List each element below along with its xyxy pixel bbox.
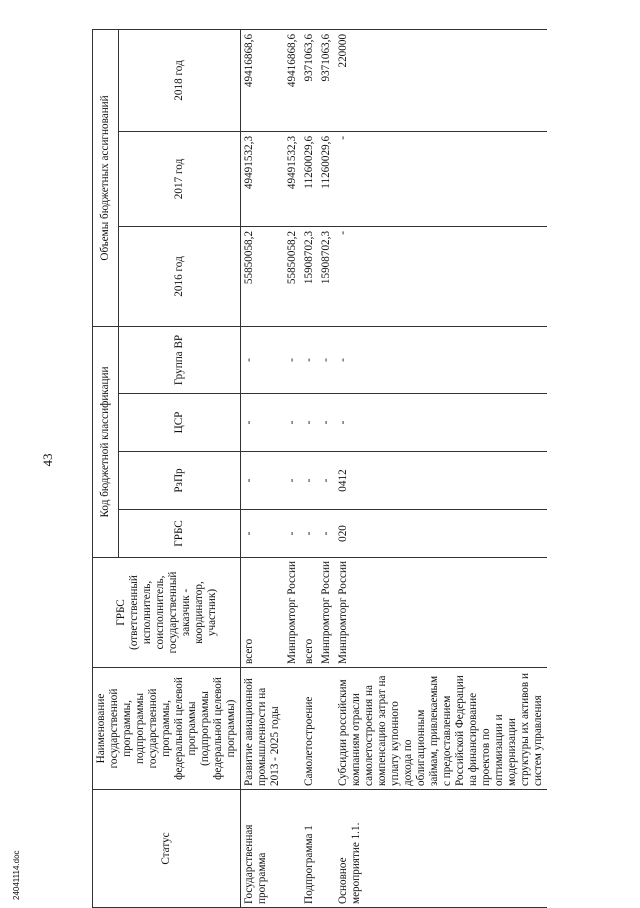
cell-status: Основное мероприятие 1.1.: [335, 790, 547, 908]
cell-csr: -: [335, 394, 547, 452]
cell-csr: -: [301, 394, 318, 452]
header-year-2018: 2018 год: [118, 29, 240, 131]
header-name: Наименование государственной программы, подпрограммы государственной программы, федеральной целевой программы (подпрограммы федеральной целевой программы): [93, 668, 241, 790]
cell-vr: -: [284, 326, 301, 393]
table-row: [284, 29, 301, 907]
cell-2017: 11260029,6: [318, 131, 335, 226]
table-row: [335, 29, 547, 907]
cell-rzpr: -: [284, 452, 301, 510]
cell-2018: 9371063,6: [301, 29, 318, 131]
cell-2018: 9371063,6: [318, 29, 335, 131]
cell-vr: -: [335, 326, 547, 393]
header-code-csr: ЦСР: [118, 394, 240, 452]
cell-2016: 55850058,2: [241, 226, 285, 326]
document-code: 24041114.doc: [12, 850, 21, 900]
cell-grbs-code: -: [318, 510, 335, 558]
cell-grbs: всего: [301, 558, 318, 668]
cell-grbs-code: -: [241, 510, 285, 558]
cell-grbs: всего: [241, 558, 285, 668]
cell-2018: 220000: [335, 29, 547, 131]
cell-vr: -: [301, 326, 318, 393]
header-code-rzpr: РзПр: [118, 452, 240, 510]
header-year-2017: 2017 год: [118, 131, 240, 226]
cell-csr: -: [318, 394, 335, 452]
cell-grbs: Минпромторг России: [335, 558, 547, 668]
cell-grbs-code: 020: [335, 510, 547, 558]
header-year-2016: 2016 год: [118, 226, 240, 326]
cell-grbs: Минпромторг России: [284, 558, 301, 668]
cell-grbs-code: -: [284, 510, 301, 558]
budget-table: [92, 29, 547, 908]
cell-rzpr: -: [241, 452, 285, 510]
rotated-table-container: [92, 30, 612, 908]
cell-status: Подпрограмма 1: [301, 790, 318, 908]
page-number: 43: [40, 453, 55, 467]
cell-rzpr: 0412: [335, 452, 547, 510]
header-code-grbs: ГРБС: [118, 510, 240, 558]
cell-2017: 49491532,3: [284, 131, 301, 226]
cell-vr: -: [241, 326, 285, 393]
cell-2016: -: [335, 226, 547, 326]
cell-grbs-code: -: [301, 510, 318, 558]
cell-grbs: Минпромторг России: [318, 558, 335, 668]
table-row: [318, 29, 335, 907]
table-row: [301, 29, 318, 907]
cell-name: Развитие авиационной промышленности на 2013 - 2025 годы: [241, 668, 285, 790]
cell-name: Субсидии российским компаниям отрасли самолетостроения на компенсацию затрат на уплату купонного дохода по облигационным займам, привлекаемым с предоставлением Российской Федерации на финансирование проектов по оптимизации и модернизации структуры их активов и систем управления: [335, 668, 547, 790]
cell-status: [318, 790, 335, 908]
cell-2017: -: [335, 131, 547, 226]
table-row: [241, 29, 285, 907]
cell-2016: 15908702,3: [318, 226, 335, 326]
header-status: Статус: [93, 790, 241, 908]
cell-name: [284, 668, 301, 790]
cell-2017: 11260029,6: [301, 131, 318, 226]
cell-csr: -: [241, 394, 285, 452]
cell-vr: -: [318, 326, 335, 393]
cell-name: Самолетостроение: [301, 668, 318, 790]
cell-2016: 55850058,2: [284, 226, 301, 326]
cell-rzpr: -: [301, 452, 318, 510]
cell-name: [318, 668, 335, 790]
cell-status: [284, 790, 301, 908]
cell-2017: 49491532,3: [241, 131, 285, 226]
header-budget-code: Код бюджетной классификации: [93, 326, 119, 557]
cell-csr: -: [284, 394, 301, 452]
cell-2018: 49416868,6: [284, 29, 301, 131]
header-grbs: ГРБС (ответственный исполнитель, соисполнитель, государственный заказчик - координатор, участник): [93, 558, 241, 668]
cell-2018: 49416868,6: [241, 29, 285, 131]
header-code-vr: Группа ВР: [118, 326, 240, 393]
cell-2016: 15908702,3: [301, 226, 318, 326]
cell-status: Государственная программа: [241, 790, 285, 908]
cell-rzpr: -: [318, 452, 335, 510]
header-budget-volume: Объемы бюджетных ассигнований: [93, 29, 119, 326]
